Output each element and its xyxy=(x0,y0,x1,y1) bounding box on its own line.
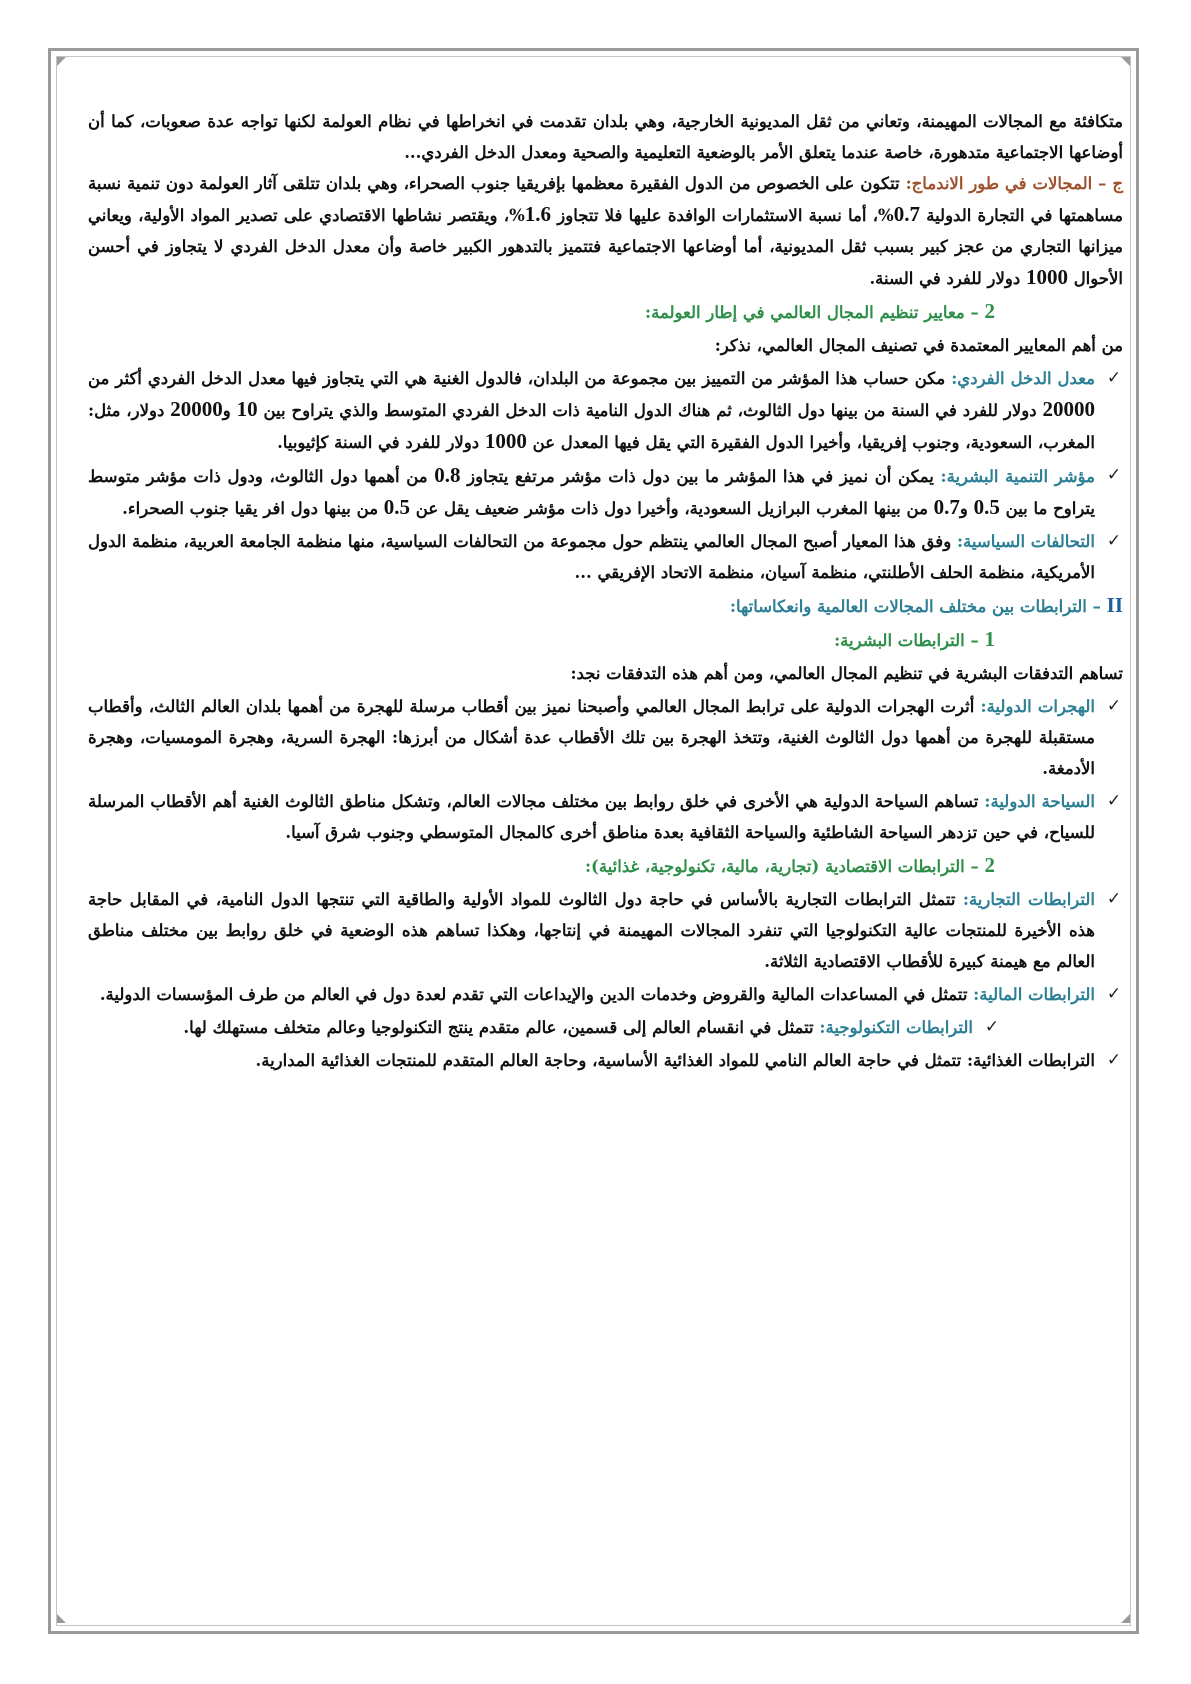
finance-label: الترابطات المالية: xyxy=(973,985,1095,1004)
food-text: تتمثل في حاجة العالم النامي للمواد الغذائية الأساسية، وحاجة العالم المتقدم للمنتجات الغذائية المدارية. xyxy=(255,1051,967,1070)
trade-label: الترابطات التجارية: xyxy=(962,890,1095,909)
alliances-text: وفق هذا المعيار أصبح المجال العالمي ينتظم حول مجموعة من التحالفات السياسية، منها منظمة الجامعة العربية، منظمة الدول الأمريكية، منظمة الحلف الأطلنتي، منظمة آسيان، منظمة الاتحاد الإفريقي ... xyxy=(88,532,1095,582)
finance-text: تتمثل في المساعدات المالية والقروض وخدمات الدين والإيداعات التي تقدم لعدة دول في العالم من طرف المؤسسات الدولية. xyxy=(99,985,974,1004)
hdi-text-4: من بينها المغرب البرازيل السعودية، وأخيرا دول ذات مؤشر ضعيف يقل عن xyxy=(410,499,934,518)
checkmark-icon: ✓ xyxy=(1106,1050,1122,1070)
human-heading xyxy=(88,624,1123,656)
bullet-tourism xyxy=(88,786,1123,848)
integration-text-1: تتكون على الخصوص من الدول الفقيرة معظمها بإفريقيا جنوب الصحراء، وهي بلدان تتلقى آثار العولمة دون تنمية نسبة مساهمتها في التجارة الدولية xyxy=(88,174,1124,225)
migration-text: أثرت الهجرات الدولية على ترابط المجال العالمي وأصبحنا نميز بين أقطاب مرسلة للهجرة من أهمها بلدان العالم الثالث، وأقطاب مستقبلة للهجرة من أهمها دول الثالوث الغنية، وتتخذ الهجرة بين تلك الأقطاب عدة أشكال من أبرزها: الهجرة السرية، وهجرة المومسيات، وهجرة الأدمغة. xyxy=(88,697,1095,778)
integration-num-1: 0.7 xyxy=(893,202,920,226)
hdi-text-5: من بينها دول افر يقيا جنوب الصحراء. xyxy=(122,499,384,518)
alliances-label: التحالفات السياسية: xyxy=(956,532,1096,551)
income-num-3: 20000 xyxy=(170,397,223,421)
criteria-heading-num: 2 xyxy=(984,299,995,323)
human-intro: تساهم التدفقات البشرية في تنظيم المجال العالمي، ومن أهم هذه التدفقات نجد: xyxy=(570,664,1123,683)
income-text-5: دولار للفرد في السنة كإثيوبيا. xyxy=(277,433,485,452)
income-text-2: دولار للفرد في السنة من بينها دول الثالوث، ثم هناك الدول النامية ذات الدخل الفردي المتوسط والذي يتراوح بين xyxy=(257,401,1043,420)
section2-roman: II xyxy=(1106,593,1123,617)
checkmark-icon: ✓ xyxy=(1106,696,1122,716)
criteria-heading xyxy=(88,296,1123,328)
integration-num-3: 1000 xyxy=(1025,265,1068,289)
hdi-num-4: 0.5 xyxy=(383,495,411,519)
bullet-food xyxy=(88,1045,1123,1076)
integration-label: ج – المجالات في طور الاندماج: xyxy=(905,174,1123,193)
bullet-hdi xyxy=(88,460,1123,524)
bullet-trade xyxy=(88,884,1123,977)
human-heading-num: 1 xyxy=(984,627,995,651)
income-text-3: و xyxy=(222,401,237,420)
hdi-num-3: 0.7 xyxy=(933,495,960,519)
corner-ornament-top-left xyxy=(57,57,66,66)
economic-heading xyxy=(88,850,1123,882)
hdi-num-1: 0.8 xyxy=(434,463,461,487)
section2-heading-text: – الترابطات بين مختلف المجالات العالمية وانعكاساتها: xyxy=(729,597,1107,616)
hdi-text-3: و xyxy=(959,499,974,518)
bullet-finance xyxy=(88,979,1123,1010)
bullet-income xyxy=(88,363,1123,458)
corner-ornament-bottom-left xyxy=(57,1614,66,1623)
income-text-1: مكن حساب هذا المؤشر من التمييز بين مجموعة من البلدان، فالدول الغنية هي التي يتجاوز فيها معدل الدخل الفردي أكثر من xyxy=(88,369,952,388)
economic-heading-text: – الترابطات الاقتصادية (تجارية، مالية، تكنولوجية، غذائية): xyxy=(584,857,985,876)
tech-label: الترابطات التكنولوجية: xyxy=(819,1018,973,1037)
migration-label: الهجرات الدولية: xyxy=(980,697,1095,716)
human-heading-text: – الترابطات البشرية: xyxy=(834,631,985,650)
hdi-num-2: 0.5 xyxy=(973,495,1000,519)
checkmark-icon: ✓ xyxy=(1106,984,1122,1004)
food-label: الترابطات الغذائية: xyxy=(966,1051,1095,1070)
bullet-migration xyxy=(88,691,1123,784)
income-num-4: 1000 xyxy=(484,429,527,453)
integration-paragraph xyxy=(88,168,1123,294)
income-text-4: دولار، مثل: المغرب، السعودية، وجنوب إفريقيا، وأخيرا الدول الفقيرة التي يقل فيها المعدل عن xyxy=(88,401,1095,452)
checkmark-icon: ✓ xyxy=(1106,889,1122,909)
hdi-label: مؤشر التنمية البشرية: xyxy=(940,467,1095,486)
corner-ornament-bottom-right xyxy=(1121,1614,1130,1623)
integration-text-2: %، أما نسبة الاستثمارات الوافدة عليها فلا تتجاوز xyxy=(551,206,894,225)
economic-heading-num: 2 xyxy=(984,853,995,877)
hdi-text-1: يمكن أن نميز في هذا المؤشر ما بين دول ذات مؤشر مرتفع يتجاوز xyxy=(460,467,941,486)
income-label: معدل الدخل الفردي: xyxy=(951,369,1096,388)
tourism-text: تساهم السياحة الدولية هي الأخرى في خلق روابط بين مختلف مجالات العالم، وتشكل مناطق الثالوث الغنية أهم الأقطاب المرسلة للسياح، في حين تزدهر السياحة الشاطئية والسياحة الثقافية بعدة مناطق أخرى كالمجال المتوسطي وجنوب شرق آسيا. xyxy=(88,792,1095,842)
integration-text-4: دولار للفرد في السنة. xyxy=(869,269,1026,288)
checkmark-icon: ✓ xyxy=(1106,368,1122,388)
integration-num-2: 1.6 xyxy=(524,202,552,226)
income-num-2: 10 xyxy=(236,397,258,421)
bullet-tech xyxy=(88,1012,1123,1043)
checkmark-icon: ✓ xyxy=(1106,531,1122,551)
trade-text: تتمثل الترابطات التجارية بالأساس في حاجة دول الثالوث للمواد الأولية والطاقية التي تنتجها الدول النامية، في المقابل حاجة هذه الأخيرة للمنتجات عالية التكنولوجيا التي تنفرد المجالات المهيمنة في إنتاجها، وهكذا تساهم هذه الوضعية في خلق روابط بين مختلف مناطق العالم مع هيمنة كبيرة للأقطاب الاقتصادية الثلاثة. xyxy=(88,890,1095,971)
tech-text: تتمثل في انقسام العالم إلى قسمين، عالم متقدم ينتج التكنولوجيا وعالم متخلف مستهلك لها. xyxy=(183,1018,820,1037)
checkmark-icon: ✓ xyxy=(984,1017,1000,1037)
checkmark-icon: ✓ xyxy=(1106,465,1122,485)
intro-paragraph: متكافئة مع المجالات المهيمنة، وتعاني من ثقل المديونية الخارجية، وهي بلدان تقدمت في انخراطها في نظام العولمة لكنها تواجه عدة صعوبات، كما أن أوضاعها الاجتماعية متدهورة، خاصة عندما يتعلق الأمر بالوضعية التعليمية والصحية ومعدل الدخل الفردي... xyxy=(88,112,1123,162)
corner-ornament-top-right xyxy=(1121,57,1130,66)
hdi-text-2: من أهمها دول الثالوث، ودول ذات مؤشر متوسط يتراوح ما بين xyxy=(88,467,1095,518)
income-num-1: 20000 xyxy=(1042,397,1095,421)
criteria-intro: من أهم المعايير المعتمدة في تصنيف المجال العالمي، نذكر: xyxy=(714,336,1123,355)
checkmark-icon: ✓ xyxy=(1106,791,1122,811)
bullet-alliances xyxy=(88,526,1123,588)
document-body xyxy=(88,106,1123,1078)
section2-heading xyxy=(88,590,1123,622)
integration-text-3: %، ويقتصر نشاطها الاقتصادي على تصدير المواد الأولية، ويعاني ميزانها التجاري من عجز كبير بسبب ثقل المديونية، أما أوضاعها الاجتماعية فتتميز بالتدهور الكبير خاصة وأن معدل الدخل الفردي لا يتجاوز في أحسن الأحوال xyxy=(88,206,1123,288)
criteria-heading-text: – معايير تنظيم المجال العالمي في إطار العولمة: xyxy=(645,303,985,322)
tourism-label: السياحة الدولية: xyxy=(984,792,1095,811)
